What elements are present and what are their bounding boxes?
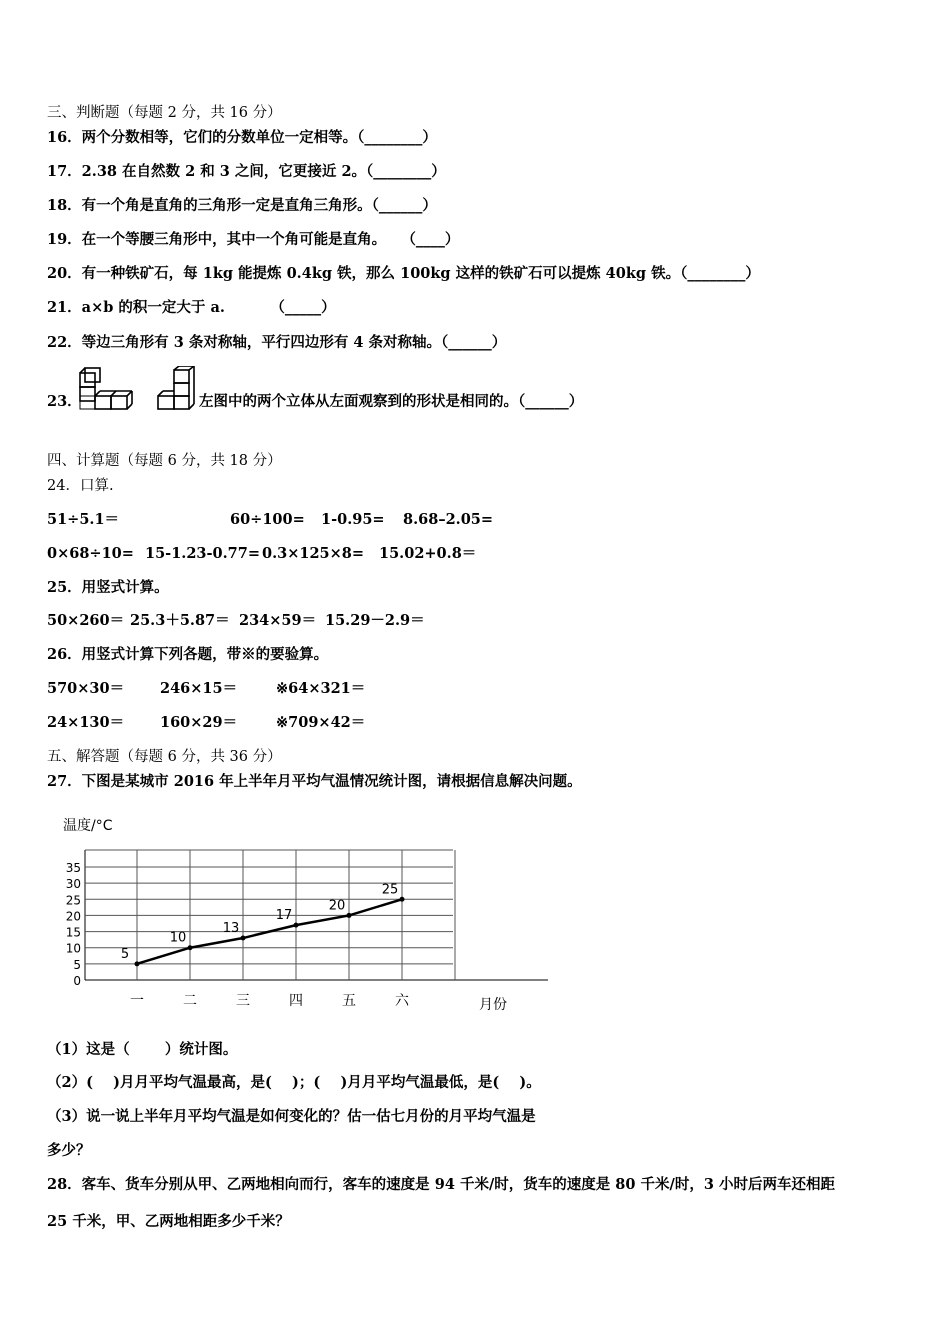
chart-xtick-label: 五 — [342, 993, 356, 1009]
chart-point — [294, 923, 299, 928]
chart-ytick-label: 35 — [65, 861, 81, 875]
question-18: 18．有一个角是直角的三角形一定是直角三角形。（______） — [47, 197, 437, 214]
question-22: 22．等边三角形有 3 条对称轴，平行四边形有 4 条对称轴。（______） — [47, 334, 507, 351]
chart-ytick-label: 5 — [73, 957, 81, 972]
question-26: 26．用竖式计算下列各题，带※的要验算。 — [47, 646, 329, 663]
vertical-calc-1: 50×260＝ — [47, 612, 125, 629]
check-calc-2: 246×15＝ — [160, 680, 238, 697]
chart-ytick-label: 15 — [65, 925, 81, 940]
chart-ytick-label: 25 — [65, 893, 81, 908]
oral-calc-8: 15.02+0.8＝ — [379, 545, 477, 562]
question-20: 20．有一种铁矿石，每 1kg 能提炼 0.4kg 铁，那么 100kg 这样的铁矿石可以提炼 40kg 铁。（________） — [47, 265, 760, 282]
chart-xtick-label: 二 — [183, 993, 197, 1009]
oral-calc-6: 15-1.23-0.77= — [145, 545, 260, 562]
temperature-line-chart — [45, 812, 565, 1017]
question-27-1: （1）这是（ ）统计图。 — [47, 1041, 238, 1058]
section4-title: 四、计算题（每题 6 分，共 18 分） — [47, 453, 282, 469]
chart-ytick-label: 20 — [65, 909, 81, 924]
question-19: 19．在一个等腰三角形中，其中一个角可能是直角。 （____） — [47, 231, 460, 248]
oral-calc-7: 0.3×125×8= — [262, 545, 365, 562]
oral-calc-1: 51÷5.1＝ — [47, 511, 120, 528]
question-16: 16．两个分数相等，它们的分数单位一定相等。（________） — [47, 129, 437, 146]
vertical-calc-3: 234×59＝ — [239, 612, 317, 629]
question-27-3: （3）说一说上半年月平均气温是如何变化的？估一估七月份的月平均气温是 — [47, 1108, 536, 1125]
question-21: 21．a×b 的积一定大于 a. （_____） — [47, 299, 336, 316]
check-calc-1: 570×30＝ — [47, 680, 125, 697]
chart-xtick-label: 六 — [395, 993, 409, 1009]
question-25: 25．用竖式计算。 — [47, 579, 169, 596]
question-27-2: （2）( )月月平均气温最高，是( )；( )月月平均气温最低，是( )。 — [47, 1074, 541, 1091]
vertical-calc-2: 25.3＋5.87＝ — [130, 612, 230, 629]
check-calc-5: 160×29＝ — [160, 714, 238, 731]
chart-data-label: 10 — [169, 930, 187, 946]
chart-point — [400, 897, 405, 902]
question-24: 24．口算. — [47, 478, 114, 494]
cube-figure-left — [78, 366, 134, 412]
chart-ytick-label: 10 — [65, 941, 81, 956]
check-calc-6: ※709×42＝ — [276, 714, 366, 731]
question-27: 27．下图是某城市 2016 年上半年月平均气温情况统计图，请根据信息解决问题。 — [47, 773, 582, 790]
chart-data-label: 17 — [275, 908, 293, 924]
chart-data-label: 13 — [222, 921, 240, 937]
question-23-text: 左图中的两个立体从左面观察到的形状是相同的。（______） — [199, 393, 584, 410]
oral-calc-3: 1-0.95= — [321, 511, 385, 528]
question-28-cont: 25 千米，甲、乙两地相距多少千米？ — [47, 1213, 290, 1230]
chart-xtick-label: 四 — [289, 993, 303, 1009]
chart-ytick-label: 30 — [65, 877, 81, 892]
vertical-calc-4: 15.29－2.9＝ — [325, 612, 425, 629]
chart-point — [135, 961, 140, 966]
check-calc-3: ※64×321＝ — [276, 680, 366, 697]
chart-xtick-label: 三 — [236, 993, 250, 1009]
section3-title: 三、判断题（每题 2 分，共 16 分） — [47, 105, 282, 121]
check-calc-4: 24×130＝ — [47, 714, 125, 731]
chart-xtick-label: 一 — [130, 993, 144, 1009]
chart-data-label: 25 — [381, 882, 399, 898]
oral-calc-2: 60÷100= — [230, 511, 305, 528]
chart-ylabel: 温度/°C — [63, 818, 113, 834]
question-28: 28．客车、货车分别从甲、乙两地相向而行，客车的速度是 94 千米/时，货车的速度是 80 千米/时，3 小时后两车还相距 — [47, 1176, 835, 1193]
question-23-number: 23． — [47, 393, 82, 410]
oral-calc-5: 0×68÷10= — [47, 545, 134, 562]
chart-xlabel: 月份 — [479, 997, 507, 1013]
chart-point — [347, 913, 352, 918]
question-27-3-cont: 多少？ — [47, 1142, 91, 1159]
section5-title: 五、解答题（每题 6 分，共 36 分） — [47, 749, 282, 765]
chart-data-label: 20 — [328, 898, 346, 914]
oral-calc-4: 8.68–2.05= — [403, 511, 494, 528]
chart-point — [188, 945, 193, 950]
chart-point — [241, 936, 246, 941]
chart-data-label: 5 — [120, 946, 130, 962]
cube-figure-right — [154, 366, 200, 412]
question-17: 17．2.38 在自然数 2 和 3 之间，它更接近 2。（________） — [47, 163, 446, 180]
chart-ytick-label: 0 — [73, 974, 81, 988]
